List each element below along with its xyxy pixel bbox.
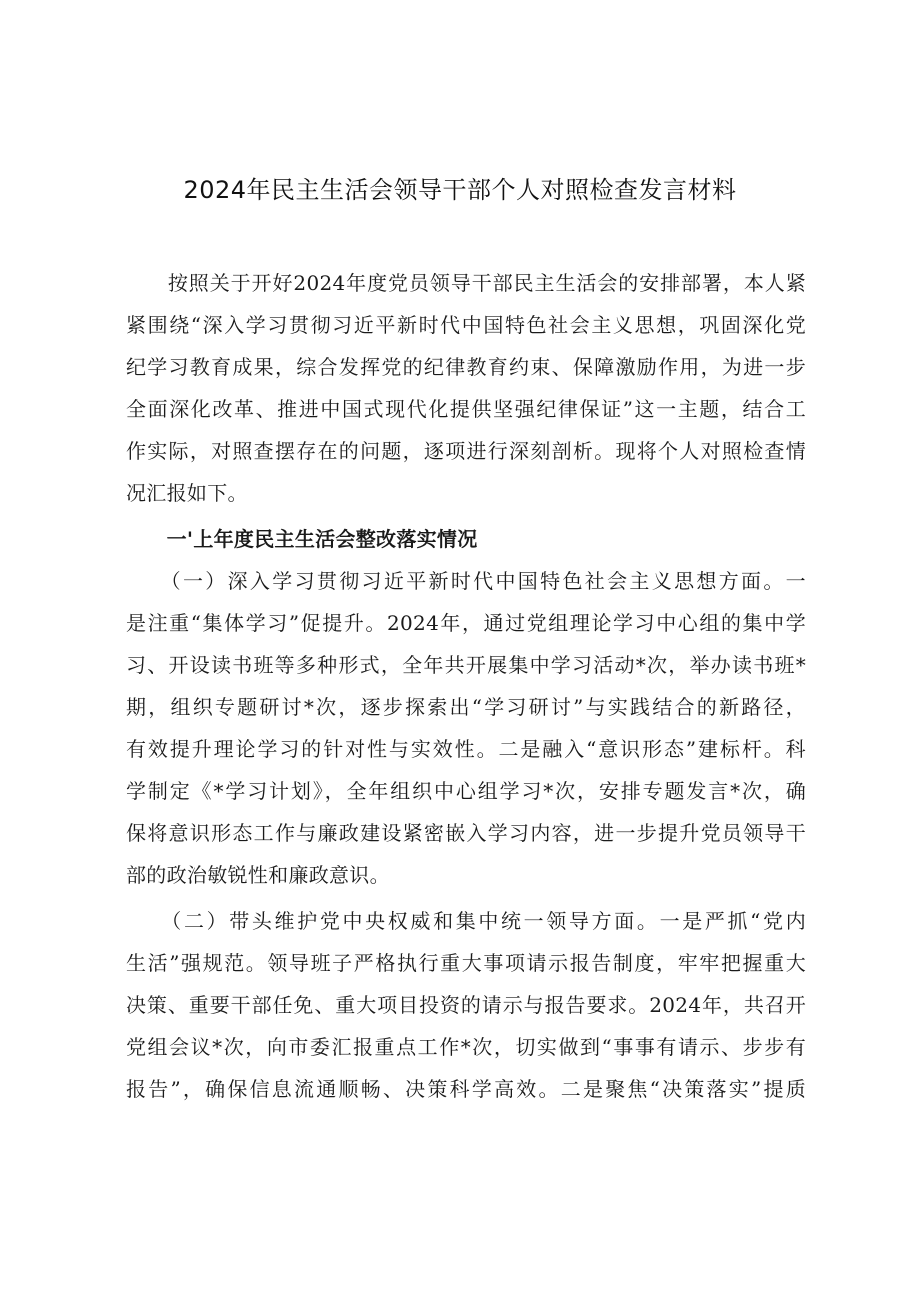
paragraph-2-line-5: 有效提升理论学习的针对性与实效性。二是融入“意识形态”建标杆。科: [126, 737, 806, 761]
paragraph-1-line-5: 作实际，对照查摆存在的问题，逐项进行深刻剖析。现将个人对照检查情: [126, 439, 806, 463]
paragraph-3-line-3: 决策、重要干部任免、重大项目投资的请示与报告要求。2024年，共召开: [126, 993, 806, 1017]
paragraph-2-line-4: 期，组织专题研讨*次，逐步探索出“学习研讨”与实践结合的新路径，: [126, 695, 806, 719]
section-heading: 一'上年度民主生活会整改落实情况: [126, 527, 478, 551]
paragraph-3-line-2: 生活”强规范。领导班子严格执行重大事项请示报告制度，牢牢把握重大: [126, 951, 806, 975]
document-body: [126, 262, 806, 1110]
paragraph-2-line-7: 保将意识形态工作与廉政建设紧密嵌入学习内容，进一步提升党员领导干: [126, 821, 806, 845]
paragraph-3-line-5: 报告”，确保信息流通顺畅、决策科学高效。二是聚焦“决策落实”提质: [126, 1077, 806, 1101]
paragraph-1-line-4: 全面深化改革、推进中国式现代化提供坚强纪律保证”这一主题，结合工: [126, 397, 806, 421]
paragraph-1-line-2: 紧围绕“深入学习贯彻习近平新时代中国特色社会主义思想，巩固深化党: [126, 313, 806, 337]
document-title: 2024年民主生活会领导干部个人对照检查发言材料: [183, 176, 737, 204]
paragraph-2-line-8: 部的政治敏锐性和廉政意识。: [126, 863, 390, 887]
paragraph-1-line-6: 况汇报如下。: [126, 481, 248, 505]
paragraph-2-line-6: 学制定《*学习计划》，全年组织中心组学习*次，安排专题发言*次，确: [126, 779, 806, 803]
paragraph-1-line-1: 按照关于开好2024年度党员领导干部民主生活会的安排部署，本人紧: [126, 271, 806, 295]
paragraph-2-line-2: 是注重“集体学习”促提升。2024年，通过党组理论学习中心组的集中学: [126, 611, 806, 635]
paragraph-3-line-1: （二）带头维护党中央权威和集中统一领导方面。一是严抓“党内: [126, 909, 806, 933]
paragraph-2-line-3: 习、开设读书班等多种形式，全年共开展集中学习活动*次，举办读书班*: [126, 653, 806, 677]
paragraph-3-line-4: 党组会议*次，向市委汇报重点工作*次，切实做到“事事有请示、步步有: [126, 1035, 806, 1059]
paragraph-2-line-1: （一）深入学习贯彻习近平新时代中国特色社会主义思想方面。一: [126, 569, 806, 593]
paragraph-1-line-3: 纪学习教育成果，综合发挥党的纪律教育约束、保障激励作用，为进一步: [126, 355, 806, 379]
